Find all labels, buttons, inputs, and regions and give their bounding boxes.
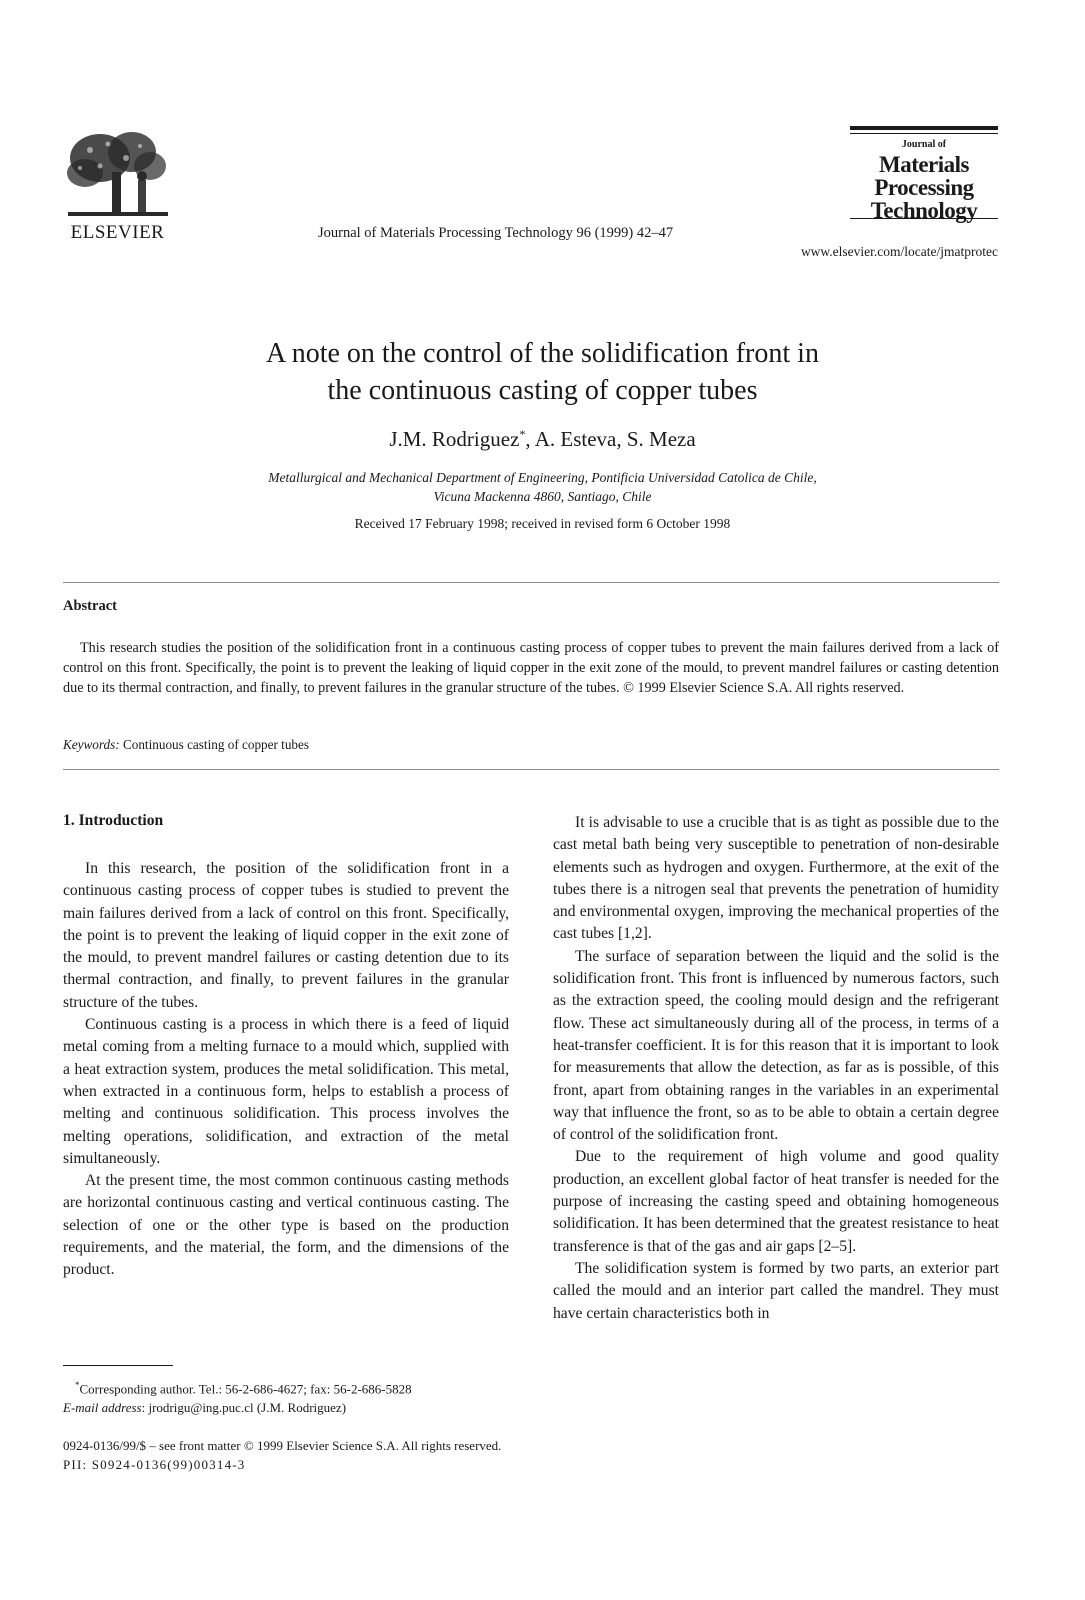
footer-copyright: 0924-0136/99/$ – see front matter © 1999 Elsevier Science S.A. All rights reserved.: [63, 1438, 502, 1453]
footer-pii: PII: S0924-0136(99)00314-3: [63, 1457, 246, 1472]
paragraph: In this research, the position of the solidification front in a continuous casting process of copper tubes is studied to prevent the main failures derived from a lack of control on this front. Specifically, the point is to prevent the leaking of liquid copper in the exit zone of the mould, to prevent mandrel failures or casting detention due to its thermal contraction, and finally, to prevent failures in the granular structure of the tubes.: [63, 860, 509, 1011]
article-title: [100, 335, 985, 409]
divider-top: [63, 582, 999, 583]
footnote-corresponding-text: Corresponding author. Tel.: 56-2-686-4627; fax: 56-2-686-5828: [79, 1381, 412, 1397]
journal-logo-word-1: Materials: [878, 152, 969, 177]
affiliation-line-1: Metallurgical and Mechanical Department of Engineering, Pontificia Universidad Catolica de Chile,: [268, 470, 817, 485]
paragraph: It is advisable to use a crucible that is as tight as possible due to the cast metal bath being very susceptible to penetration of non-desirable elements such as hydrogen and oxygen. Furthermore, at the exit of the tubes there is a nitrogen seal that prevents the penetration of humidity and environmental oxygen, improving the mechanical properties of the cast tubes [1,2].: [553, 814, 999, 943]
abstract-text: This research studies the position of the solidification front in a continuous casting process of copper tubes to prevent the main failures derived from a lack of control on this front. Specifically, the point is to prevent the leaking of liquid copper in the exit zone of the mould, to prevent mandrel failures or casting detention due to its thermal contraction, and finally, to prevent failures in the granular structure of the tubes. © 1999 Elsevier Science S.A. All rights reserved.: [63, 640, 999, 697]
keywords-label: Keywords:: [63, 737, 120, 752]
footnote-rule: [63, 1365, 173, 1366]
page-footer: [63, 1436, 501, 1474]
paragraph: The surface of separation between the liquid and the solid is the solidification front. This front is influenced by numerous factors, such as the extraction speed, the cooling mould design and the refrigerant flow. These act simultaneously during all of the process, in terms of a heat-transfer coefficient. It is for this reason that it is important to look for measurements that allow the detection, as far as is possible, of this front, apart from obtaining ranges in the variables in an experimental way that influence the front, so as to be able to obtain a certain degree of control of the solidification front.: [553, 947, 999, 1144]
keywords: [63, 737, 309, 753]
footnote: [63, 1376, 509, 1417]
journal-logo-word-3: Technology: [870, 198, 978, 223]
publisher-wordmark: ELSEVIER: [70, 222, 165, 243]
abstract-heading: Abstract: [63, 598, 117, 614]
title-line-2: the continuous casting of copper tubes: [327, 375, 758, 406]
title-line-1: A note on the control of the solidification front in: [266, 338, 819, 369]
footnote-mark: *: [75, 1380, 80, 1390]
journal-logo-word-2: Processing: [874, 175, 974, 200]
left-column: [63, 858, 509, 1282]
divider-bottom: [63, 769, 999, 770]
footnote-email: [63, 1398, 509, 1417]
email-value[interactable]: : jrodrigu@ing.puc.cl (J.M. Rodriguez): [141, 1400, 347, 1416]
paragraph: The solidification system is formed by two parts, an exterior part called the mould and an interior part called the mandrel. They must have certain characteristics both in: [553, 1259, 999, 1322]
received-dates: Received 17 February 1998; received in revised form 6 October 1998: [354, 516, 731, 531]
corresponding-author-mark[interactable]: *: [519, 427, 526, 441]
paragraph: At the present time, the most common continuous casting methods are horizontal continuous casting and vertical continuous casting. The selection of one or the other type is based on the production requirements, and the material, the form, and the dimensions of the product.: [63, 1172, 509, 1279]
author-names-rest: , A. Esteva, S. Meza: [525, 427, 696, 451]
journal-citation: Journal of Materials Processing Technology 96 (1999) 42–47: [318, 225, 674, 241]
journal-logo-name: [850, 153, 998, 222]
paragraph: Due to the requirement of high volume and good quality production, an excellent global factor of heat transfer is needed for the purpose of increasing the casting speed and obtaining homogeneous solidification. It has been determined that the greatest resistance to heat transference is that of the gas and air gaps [2–5].: [553, 1148, 999, 1255]
right-column: [553, 812, 999, 1325]
affiliation-line-2: Vicuna Mackenna 4860, Santiago, Chile: [433, 489, 652, 504]
keywords-value: Continuous casting of copper tubes: [122, 737, 310, 752]
journal-logo-prefix: Journal of: [901, 139, 947, 150]
author-name: J.M. Rodriguez: [389, 427, 520, 451]
section-heading-introduction: 1. Introduction: [63, 812, 164, 829]
journal-logo-box: [850, 126, 998, 223]
affiliation: [100, 468, 985, 506]
journal-url-link[interactable]: www.elsevier.com/locate/jmatprotec: [800, 244, 998, 259]
email-label: E-mail address: [63, 1400, 142, 1416]
paragraph: Continuous casting is a process in which there is a feed of liquid metal coming from a melting furnace to a mould which, supplied with a heat extraction system, produces the metal solidification. This metal, when extracted in a continuous form, helps to establish a process of melting and continuous solidification. This process involves the melting operations, solidification, and extraction of the metal simultaneously.: [63, 1016, 509, 1167]
author-list: [100, 427, 985, 452]
footnote-corresponding: [63, 1376, 509, 1398]
